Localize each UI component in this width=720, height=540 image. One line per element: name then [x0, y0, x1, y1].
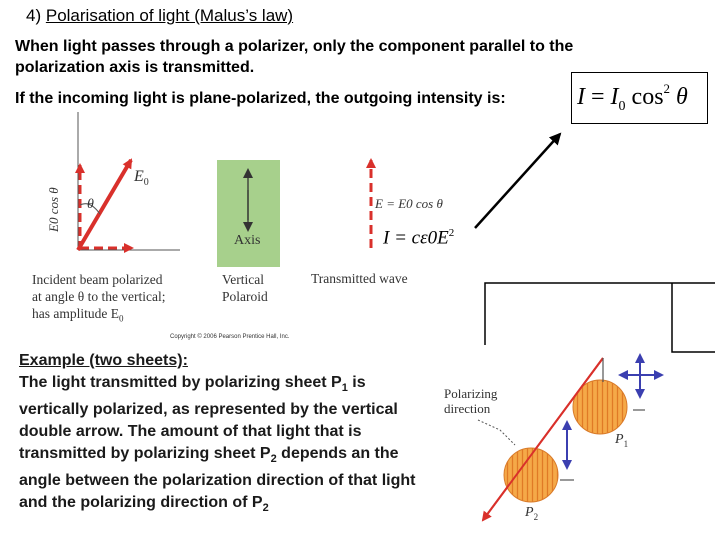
transmitted-caption: Transmitted wave — [311, 271, 408, 286]
vertical-caption-line1: Vertical — [222, 272, 264, 287]
step-line-upper — [485, 283, 715, 345]
polarizing-direction-line2: direction — [444, 401, 491, 416]
example-line1: The light transmitted by polarizing sheet P — [19, 373, 342, 391]
if-line-text: If the incoming light is plane-polarized, the outgoing intensity is: — [15, 90, 506, 107]
incident-caption-line2: at angle θ to the vertical; — [32, 289, 166, 304]
e0-cos-theta-label: E0 cos θ — [46, 187, 61, 232]
intensity-label: $I = c\varepsilon 0E^2$ — [383, 227, 455, 249]
title-text: Polarisation of light (Malus’s law) — [45, 6, 294, 25]
axis-label: Axis — [234, 233, 261, 248]
incident-caption-line1: Incident beam polarized — [32, 272, 163, 287]
copyright-text: Copyright © 2006 Pearson Prentice Hall, Inc. — [170, 334, 290, 340]
polarizing-direction-leader — [478, 420, 515, 445]
e0-vector — [78, 160, 131, 250]
vertical-polaroid-caption — [222, 271, 268, 305]
formula-i0-sub: 0 — [618, 99, 626, 114]
p2-label: $P_2$ — [525, 505, 539, 522]
formula-lhs: I — [577, 84, 585, 110]
example-line2: is vertically polarized, as represented by the vertical double arrow. The amount of that light that is transmitted by polarizing sheet P — [19, 373, 398, 462]
example-line2-sub: 2 — [270, 452, 277, 465]
example-text — [19, 350, 419, 520]
intro-text: When light passes through a polarizer, only the component parallel to the polarization axis is transmitted. — [15, 38, 574, 76]
formula-sup: 2 — [663, 81, 671, 96]
example-line1-sub: 1 — [341, 381, 348, 394]
formula-i0: I — [610, 84, 619, 110]
incident-caption — [32, 271, 166, 328]
formula-pointer-arrow — [475, 134, 560, 228]
e0-label: $E_0$ — [134, 168, 149, 189]
p1-label: $P_1$ — [615, 432, 629, 449]
formula-theta: θ — [676, 84, 688, 110]
unpolarized-cross — [620, 355, 662, 397]
vertical-caption-line2: Polaroid — [222, 289, 268, 304]
formula-cos: cos — [631, 84, 664, 110]
incident-caption-line3: has amplitude $E_0$ — [32, 306, 124, 324]
theta-label: θ — [87, 197, 94, 212]
example-line3-sub: 2 — [262, 502, 269, 515]
example-heading: Example (two sheets): — [19, 352, 188, 369]
polarizing-direction-label — [444, 386, 497, 416]
formula-eq: = — [591, 84, 605, 110]
title-number: 4) — [26, 6, 42, 25]
step-line-lower — [672, 283, 715, 352]
polarizing-direction-line1: Polarizing — [444, 386, 498, 401]
example-line3: depends an the angle between the polarization direction of that light and the polarizing direction of P — [19, 444, 416, 511]
e-cos-label: E = E0 cos θ — [375, 196, 443, 211]
